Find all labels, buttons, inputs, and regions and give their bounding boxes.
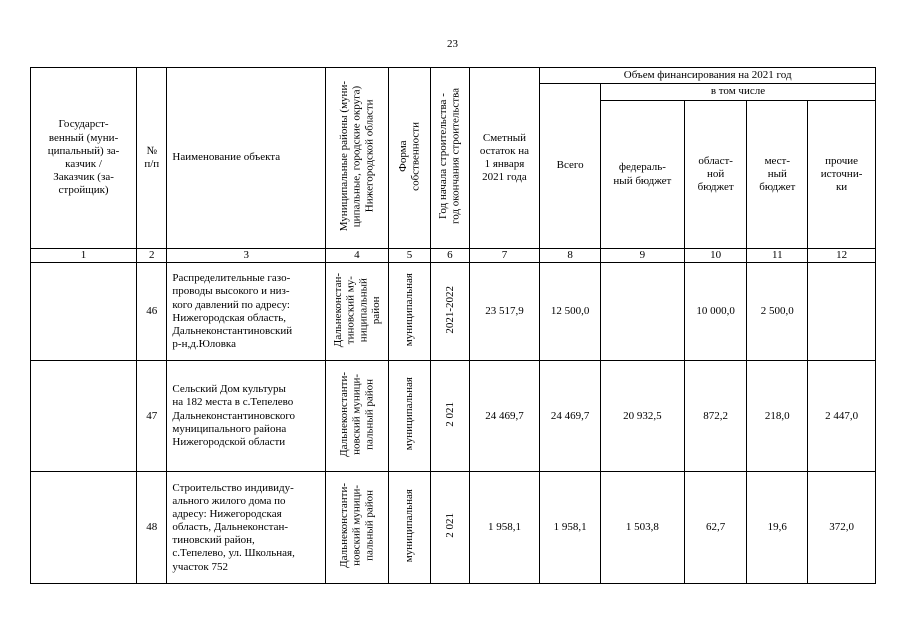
page-number: 23: [447, 38, 458, 50]
header-object: Наименование объекта: [167, 68, 326, 249]
cell-total: 24 469,7: [540, 361, 601, 472]
table-row: [31, 472, 876, 584]
cell-ownership: муниципальная: [403, 488, 416, 563]
cell-other: 372,0: [808, 472, 876, 584]
cell-local: 2 500,0: [747, 263, 808, 361]
cell-ownership: муниципальная: [403, 377, 416, 451]
cell-local: 218,0: [747, 361, 808, 472]
header-federal: федераль- ный бюджет: [600, 101, 684, 249]
header-including: в том числе: [600, 84, 875, 101]
header-local: мест- ный бюджет: [747, 101, 808, 249]
header-years: Год начала строительства - год окончания строительства: [437, 87, 462, 224]
cell-customer: [31, 263, 137, 361]
cell-total: 12 500,0: [540, 263, 601, 361]
col-number: 4: [326, 249, 389, 263]
cell-years: 2 021: [443, 401, 456, 427]
header-estimate: Сметный остаток на 1 января 2021 года: [469, 68, 540, 249]
col-number: 5: [388, 249, 430, 263]
cell-years: 2 021: [443, 513, 456, 538]
cell-customer: [31, 472, 137, 584]
cell-total: 1 958,1: [540, 472, 601, 584]
cell-local: 19,6: [747, 472, 808, 584]
col-number: 7: [469, 249, 540, 263]
cell-district: Дальнеконстан- тиновский му- ниципальный район: [331, 272, 382, 347]
header-regional: област- ной бюджет: [684, 101, 747, 249]
col-number: 3: [167, 249, 326, 263]
table-row: [31, 361, 876, 472]
cell-num: 48: [137, 472, 167, 584]
cell-num: 46: [137, 263, 167, 361]
cell-object: Распределительные газо- проводы высокого и низ- кого давлений по адресу: Нижегородская область, Дальнеконстантиновский р-н,д.Юловка: [167, 263, 326, 361]
table-row: [31, 263, 876, 361]
cell-other: [808, 263, 876, 361]
cell-regional: 62,7: [684, 472, 747, 584]
cell-estimate: 1 958,1: [469, 472, 540, 584]
cell-regional: 872,2: [684, 361, 747, 472]
cell-years: 2021-2022: [443, 285, 456, 334]
cell-num: 47: [137, 361, 167, 472]
col-number: 1: [31, 249, 137, 263]
header-ownership: Форма собственности: [396, 121, 422, 191]
col-number: 9: [600, 249, 684, 263]
col-number: 12: [808, 249, 876, 263]
cell-regional: 10 000,0: [684, 263, 747, 361]
header-num: № п/п: [137, 68, 167, 249]
cell-object: Строительство индивиду- ального жилого дома по адресу: Нижегородская область, Дальнеконстан- тиновский район, с.Тепелево, ул. Школьная, участок 752: [167, 472, 326, 584]
cell-federal: 20 932,5: [600, 361, 684, 472]
col-number: 10: [684, 249, 747, 263]
col-number: 2: [137, 249, 167, 263]
financing-table: [30, 67, 876, 584]
cell-district: Дальнеконстанти- новский муници- пальный район: [337, 371, 376, 457]
cell-estimate: 23 517,9: [469, 263, 540, 361]
header-customer: Государст- венный (муни- ципальный) за- казчик / Заказчик (за- стройщик): [31, 68, 137, 249]
header-total: Всего: [540, 84, 601, 249]
cell-object: Сельский Дом культуры на 182 места в с.Тепелево Дальнеконстантиновского муниципального района Нижегородской области: [167, 361, 326, 472]
col-number: 8: [540, 249, 601, 263]
header-other: прочие источни- ки: [808, 101, 876, 249]
header-financing: Объем финансирования на 2021 год: [540, 68, 876, 84]
cell-other: 2 447,0: [808, 361, 876, 472]
cell-ownership: муниципальная: [403, 272, 416, 347]
col-number: 11: [747, 249, 808, 263]
column-number-row: [31, 249, 876, 263]
col-number: 6: [431, 249, 469, 263]
cell-federal: [600, 263, 684, 361]
cell-federal: 1 503,8: [600, 472, 684, 584]
header-district: Муниципальные районы (муни- ципальные, городские округа) Нижегородской области: [337, 80, 376, 231]
cell-estimate: 24 469,7: [469, 361, 540, 472]
cell-district: Дальнеконстанти- новский муници- пальный район: [337, 483, 376, 569]
cell-customer: [31, 361, 137, 472]
